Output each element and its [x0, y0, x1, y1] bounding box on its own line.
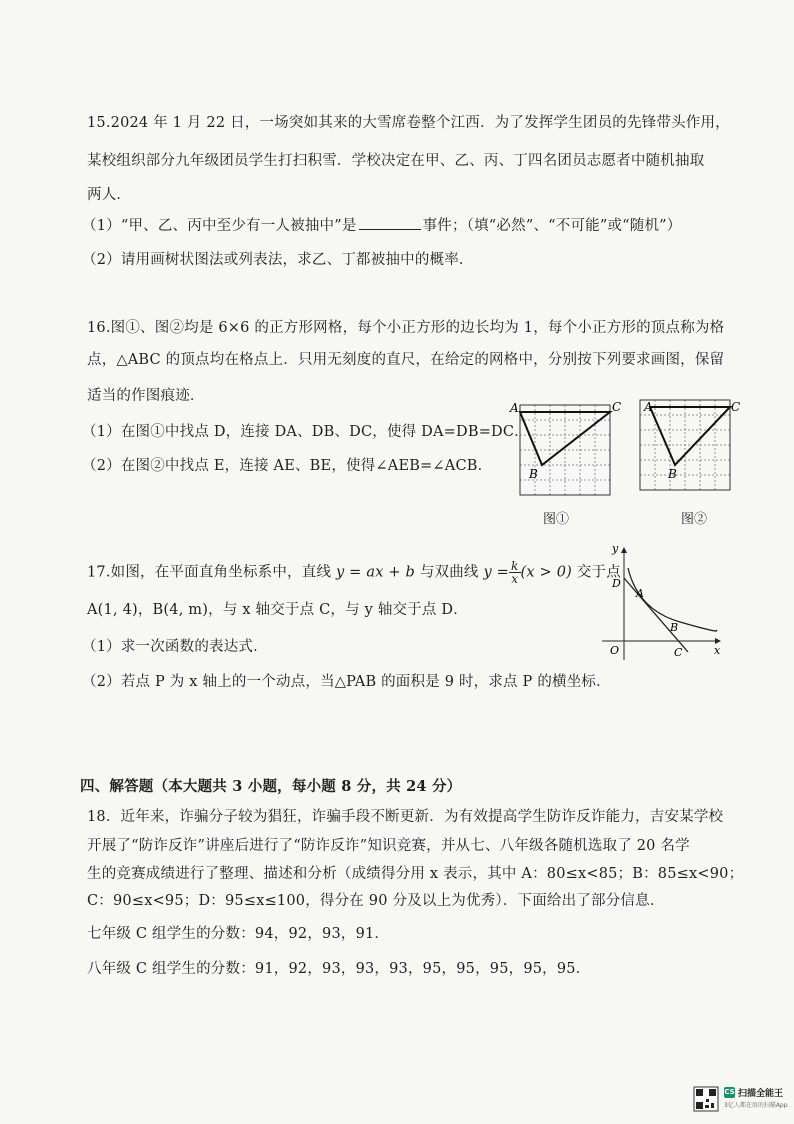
q15-part1 [82, 214, 682, 235]
q18-grade7-scores: 七年级 C 组学生的分数：94，92，93，91． [87, 926, 390, 942]
q18-line1: 18．近年来，诈骗分子较为猖狂，诈骗手段不断更新．为有效提高学生防诈反诈能力，吉安某学校 [87, 809, 724, 825]
answer-blank [359, 217, 421, 230]
hyperbola-y: y = [483, 564, 510, 581]
watermark-brand: 扫描全能王 [738, 1089, 784, 1099]
q15-part1-text-b: 事件；（填“必然”、“不可能”或“随机”） [422, 218, 682, 234]
x-axis-label: x [714, 644, 721, 657]
grid-figure-2 [630, 395, 750, 505]
y-axis-label: y [612, 542, 619, 555]
figure-2-caption: 图② [681, 512, 708, 527]
section-4-title: 四、解答题（本大题共 3 小题，每小题 8 分，共 24 分） [80, 778, 462, 795]
label-a-2: A [644, 400, 653, 414]
point-d-label: D [612, 577, 621, 590]
q17-part2: （2）若点 P 为 x 轴上的一个动点，当△PAB 的面积是 9 时，求点 P 的横坐标． [82, 674, 611, 690]
qr-code-icon [694, 1087, 718, 1111]
k-over-x-fraction [509, 560, 520, 585]
figure-1-caption: 图① [543, 512, 570, 527]
q17-text-b: 与双曲线 [419, 564, 479, 581]
linear-equation: y = ax + b [335, 564, 416, 581]
fraction-denominator: x [511, 572, 519, 586]
q15-line2: 某校组织部分九年级团员学生打扫积雪．学校决定在甲、乙、丙、丁四名团员志愿者中随机抽取 [87, 153, 705, 169]
q17-text-a: 17.如图，在平面直角坐标系中，直线 [87, 564, 332, 581]
triangle-abc-2 [650, 407, 730, 465]
q15-line3: 两人． [87, 187, 132, 203]
q17-part1: （1）求一次函数的表达式． [82, 639, 268, 655]
camscanner-logo-icon: CS [724, 1088, 735, 1096]
q16-part2: （2）在图②中找点 E，连接 AE、BE，使得∠AEB=∠ACB． [82, 458, 493, 474]
q16-line3: 适当的作图痕迹． [87, 388, 205, 404]
q18-line3: 生的竞赛成绩进行了整理、描述和分析（成绩得分用 x 表示，其中 A：80≤x<85；B：85≤x<90； [87, 866, 744, 882]
point-b-label: B [670, 621, 679, 634]
label-a-1: A [510, 401, 519, 415]
q17-line1 [87, 560, 621, 585]
scanner-watermark [694, 1084, 794, 1114]
q18-grade8-scores: 八年级 C 组学生的分数：91，92，93，93，93，95，95，95，95，95． [87, 961, 591, 977]
q16-part1: （1）在图①中找点 D，连接 DA、DB、DC，使得 DA=DB=DC． [82, 424, 529, 440]
q17-line2: A(1, 4)，B(4, m)，与 x 轴交于点 C，与 y 轴交于点 D． [87, 602, 468, 618]
fraction-numerator: k [511, 559, 519, 573]
label-c-1: C [612, 400, 622, 414]
watermark-subtitle: 3亿人都在用的扫描App [724, 1102, 788, 1109]
q15-part1-text-a: （1）“甲、乙、丙中至少有一人被抽中”是 [82, 218, 357, 234]
q17-text-c: 交于点 [576, 564, 621, 581]
q15-line1: 15.2024 年 1 月 22 日，一场突如其来的大雪席卷整个江西．为了发挥学生团员的先锋带头作用， [87, 115, 730, 131]
q18-line4: C：90≤x<95；D：95≤x≤100，得分在 90 分及以上为优秀）．下面给出了部分信息． [87, 893, 665, 909]
q16-line1: 16.图①、图②均是 6×6 的正方形网格，每个小正方形的边长均为 1，每个小正方形的顶点称为格 [87, 320, 725, 336]
q15-part2: （2）请用画树状图法或列表法，求乙、丁都被抽中的概率． [82, 252, 474, 268]
label-b-2: B [668, 467, 677, 481]
label-b-1: B [529, 467, 538, 481]
label-c-2: C [731, 400, 741, 414]
grid-figure-1 [500, 395, 620, 505]
coordinate-graph [598, 540, 728, 665]
point-a-label: A [636, 587, 644, 600]
point-c-label: C [674, 646, 683, 659]
q16-line2: 点，△ABC 的顶点均在格点上．只用无刻度的直尺，在给定的网格中，分别按下列要求画图，保留 [87, 352, 725, 368]
hyperbola-condition: (x > 0) [520, 564, 572, 581]
q18-line2: 开展了“防诈反诈”讲座后进行了“防诈反诈”知识竞赛，并从七、八年级各随机选取了 20 名学 [87, 838, 690, 854]
origin-label: O [610, 644, 620, 657]
